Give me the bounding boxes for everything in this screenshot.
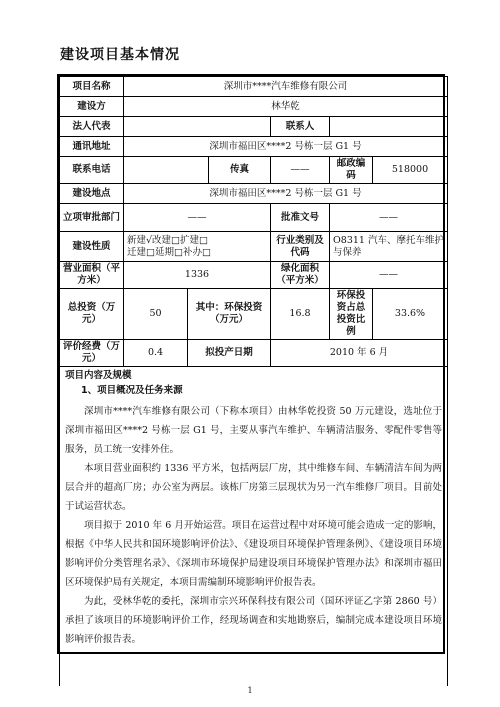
content-title: 项目内容及规模 xyxy=(65,370,132,381)
legal-rep-label: 法人代表 xyxy=(60,117,124,137)
row-legal-rep xyxy=(60,117,448,137)
section-heading-1: 1、项目概况及任务来源 xyxy=(81,385,183,396)
page-number: 1 xyxy=(247,686,253,695)
approval-dept-label: 立项审批部门 xyxy=(60,204,124,232)
nature-line-1: 新建√改建□扩建□ xyxy=(127,234,209,246)
paragraph-2: 本项目营业面积约 1336 平方米，包括两层厂房，其中维修车间、车辆清洁车间为两层合并的超高厂房；办公室为两层。该栋厂房第三层现状为另一汽车维修厂项目。目前处于试运营状态。 xyxy=(65,463,443,512)
address-value: 深圳市福田区****2 号栋一层 G1 号 xyxy=(124,137,448,157)
postcode-value: 518000 xyxy=(373,157,448,184)
start-date-label: 拟投产日期 xyxy=(188,340,271,367)
fax-value: —— xyxy=(271,157,330,184)
row-area xyxy=(60,262,448,289)
address-label: 通讯地址 xyxy=(60,137,124,157)
fax-label: 传真 xyxy=(209,157,271,184)
contact-label: 联系人 xyxy=(271,117,330,137)
area-value: 1336 xyxy=(124,262,271,289)
env-invest-label: 其中：环保投资（万元） xyxy=(188,289,271,340)
industry-label: 行业类别及代码 xyxy=(271,232,330,262)
start-date-value: 2010 年 6 月 xyxy=(271,340,448,367)
project-name-label: 项目名称 xyxy=(60,77,124,97)
eval-fee-label: 评价经费（万元） xyxy=(60,340,124,367)
green-value: —— xyxy=(330,262,448,289)
row-nature xyxy=(60,232,448,262)
row-investment xyxy=(60,289,448,340)
nature-value xyxy=(124,232,271,262)
contact-value xyxy=(330,117,448,137)
row-content xyxy=(60,367,448,687)
legal-rep-value xyxy=(124,117,271,137)
env-invest-value: 16.8 xyxy=(271,289,330,340)
approval-no-label: 批准文号 xyxy=(271,204,330,232)
paragraph-4: 为此，受林华乾的委托，深圳市宗兴环保科技有限公司（国环评证乙字第 2860 号）承担了该项目的环境影响评价工作，经现场调查和实地勘察后，编制完成本建设项目环境影响评价报告表。 xyxy=(65,596,443,645)
site-value: 深圳市福田区****2 号栋一层 G1 号 xyxy=(124,184,448,204)
investment-label: 总投资（万元） xyxy=(60,289,124,340)
document-title: 建设项目基本情况 xyxy=(60,47,180,63)
row-builder xyxy=(60,97,448,117)
basic-info-frame xyxy=(57,74,445,654)
builder-label: 建设方 xyxy=(60,97,124,117)
ratio-label: 环保投资占总投资比例 xyxy=(330,289,373,340)
row-address xyxy=(60,137,448,157)
green-label: 绿化面积（平方米） xyxy=(271,262,330,289)
row-eval-fee xyxy=(60,340,448,367)
nature-label: 建设性质 xyxy=(60,232,124,262)
industry-value: O8311 汽车、摩托车维护与保养 xyxy=(330,232,448,262)
paragraph-1: 深圳市****汽车维修有限公司（下称本项目）由林华乾投资 50 万元建设，选址位于深圳市福田区****2 号栋一层 G1 号，主要从事汽车维护、车辆清洁服务、零配件零售等服务，员工统一安排外住。 xyxy=(65,406,443,455)
phone-value xyxy=(124,157,209,184)
builder-value: 林华乾 xyxy=(124,97,448,117)
basic-info-table xyxy=(59,76,448,686)
project-name-value: 深圳市****汽车维修有限公司 xyxy=(124,77,448,97)
ratio-value: 33.6% xyxy=(373,289,448,340)
row-phone xyxy=(60,157,448,184)
nature-line-2: 迁建□延期□补办□ xyxy=(127,246,211,258)
phone-label: 联系电话 xyxy=(60,157,124,184)
site-label: 建设地点 xyxy=(60,184,124,204)
eval-fee-value: 0.4 xyxy=(124,340,188,367)
row-approval xyxy=(60,204,448,232)
approval-no-value: —— xyxy=(330,204,448,232)
row-project-name xyxy=(60,77,448,97)
row-site xyxy=(60,184,448,204)
paragraph-3: 项目拟于 2010 年 6 月开始运营。项目在运营过程中对环境可能会造成一定的影响，根据《中华人民共和国环境影响评价法》、《建设项目环境保护管理条例》、《建设项目环境影响评价分类管理名录》、《深圳市环境保护局建设项目环境保护管理办法》和深圳市福田区环境保护局有关规定，本项目需编制环境影响评价报告表。 xyxy=(65,520,443,588)
approval-dept-value: —— xyxy=(124,204,271,232)
area-label: 营业面积（平方米） xyxy=(60,262,124,289)
postcode-label: 邮政编码 xyxy=(330,157,373,184)
investment-value: 50 xyxy=(124,289,188,340)
project-content-cell xyxy=(60,367,448,687)
